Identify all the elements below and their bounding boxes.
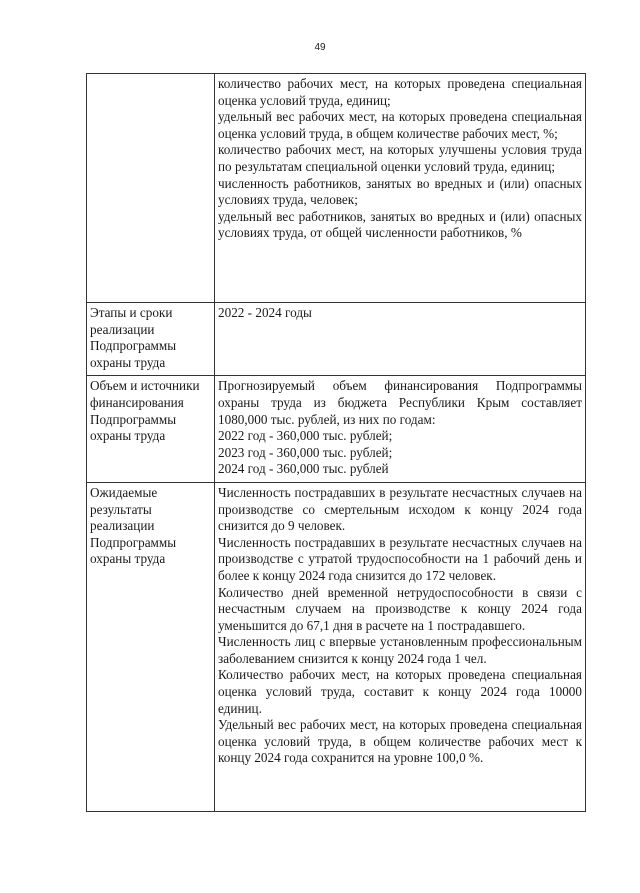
- paragraph: 2022 год - 360,000 тыс. рублей;: [218, 428, 393, 444]
- paragraph: Численность лиц с впервые установленным профессиональным заболеванием снизится к концу 2024 года 1 чел.: [218, 634, 582, 666]
- paragraph: Численность пострадавших в результате несчастных случаев на производстве с утратой трудоспособности на 1 рабочий день и более к концу 2024 года снизится до 172 человек.: [218, 534, 582, 583]
- paragraph: удельный вес рабочих мест, на которых проведена специальная оценка условий труда, в общем количестве рабочих мест, %;: [218, 109, 582, 141]
- table-row: [87, 74, 586, 303]
- row-label: Объем и источники финансирования Подпрограммы охраны труда: [87, 376, 215, 483]
- table-row: [87, 303, 586, 376]
- paragraph: Прогнозируемый объем финансирования Подпрограммы охраны труда из бюджета Республики Крым составляет 1080,000 тыс. рублей, из них по годам:: [218, 378, 582, 427]
- table-row: [87, 482, 586, 811]
- paragraph: количество рабочих мест, на которых улучшены условия труда по результатам специальной оценки условий труда, единиц;: [218, 142, 582, 174]
- row-content: [215, 74, 586, 303]
- row-content: [215, 303, 586, 376]
- subprogram-passport-table: [86, 73, 586, 812]
- paragraph: Удельный вес рабочих мест, на которых проведена специальная оценка условий труда, в общем количестве рабочих мест к концу 2024 года сохранится на уровне 100,0 %.: [218, 717, 582, 766]
- row-label: Этапы и сроки реализации Подпрограммы охраны труда: [87, 303, 215, 376]
- paragraph: Количество рабочих мест, на которых проведена специальная оценка условий труда, составит к концу 2024 года 10000 единиц.: [218, 667, 582, 716]
- table-row: [87, 376, 586, 483]
- paragraph: 2022 - 2024 годы: [218, 305, 312, 320]
- paragraph: количество рабочих мест, на которых проведена специальная оценка условий труда, единиц;: [218, 76, 582, 108]
- row-content: [215, 376, 586, 483]
- paragraph: Численность пострадавших в результате несчастных случаев на производстве со смертельным исходом к концу 2024 года снизится до 9 человек.: [218, 484, 582, 534]
- paragraph: численность работников, занятых во вредных и (или) опасных условиях труда, человек;: [218, 175, 582, 208]
- row-label: Ожидаемые результаты реализации Подпрограммы охраны труда: [87, 482, 215, 811]
- paragraph: Количество дней временной нетрудоспособности в связи с несчастным случаем на производстве к концу 2024 года уменьшится до 67,1 дня в расчете на 1 пострадавшего.: [218, 584, 582, 633]
- page-number: 49: [314, 42, 326, 53]
- paragraph: 2023 год - 360,000 тыс. рублей;: [218, 444, 393, 460]
- paragraph: 2024 год - 360,000 тыс. рублей: [218, 461, 389, 477]
- row-content: [215, 482, 586, 811]
- paragraph: удельный вес работников, занятых во вредных и (или) опасных условиях труда, от общей численности работников, %: [218, 208, 582, 241]
- row-label: [87, 74, 215, 303]
